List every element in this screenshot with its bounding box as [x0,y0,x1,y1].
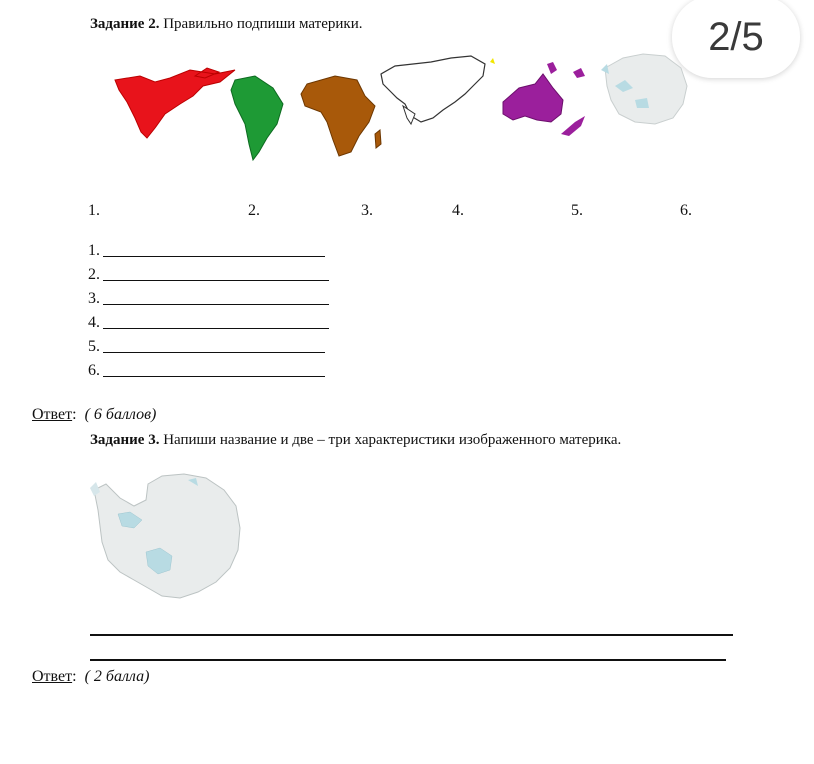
answer-line-3[interactable] [88,288,329,308]
map-number-1: 1. [88,202,100,219]
map-number-3: 3. [361,202,373,219]
antarctica-map [605,54,687,124]
task-3-title [90,432,621,449]
answer-line-4-number: 4. [88,314,100,331]
page-indicator-text: 2/5 [708,14,764,59]
answer-line-1-number: 1. [88,242,100,259]
map-number-6: 6. [680,202,692,219]
answer-2-colon: : [72,406,77,423]
answer-3-points: ( 2 балла) [84,668,150,685]
answer-line-3-blank [103,304,329,305]
task-2-label: Задание 2. [90,16,160,32]
eurasia-map [381,56,485,122]
task-3-text: Напиши название и две – три характеристики изображенного материка. [163,432,622,448]
answer-line-6-blank [103,376,325,377]
answer-3-label: Ответ [32,668,73,685]
answer-line-6[interactable] [88,360,325,380]
answer-3-colon: : [72,668,77,685]
answer-2 [32,406,156,424]
task-2-title [90,16,362,33]
answer-line-3-number: 3. [88,290,100,307]
answer-line-4[interactable] [88,312,329,332]
answer-line-6-number: 6. [88,362,100,379]
north-america-map [115,68,235,138]
australia-map [503,74,563,122]
answer-line-4-blank [103,328,329,329]
antarctica-large-map [88,470,248,602]
answer-line-5-number: 5. [88,338,100,355]
answer-line-5-blank [103,352,325,353]
continents-illustration [95,48,695,168]
map-number-2: 2. [248,202,260,219]
answer-line-1[interactable] [88,240,325,260]
task-3-answer-line-2[interactable] [90,659,726,661]
south-america-map [231,76,283,160]
answer-2-points: ( 6 баллов) [84,406,157,423]
task-3-answer-line-1[interactable] [90,634,733,636]
answer-line-5[interactable] [88,336,325,356]
answer-line-2-number: 2. [88,266,100,283]
answer-line-2[interactable] [88,264,329,284]
task-3-label: Задание 3. [90,432,160,448]
answer-2-label: Ответ [32,406,73,423]
map-number-4: 4. [452,202,464,219]
africa-map [301,76,381,156]
task-2-text: Правильно подпиши материки. [163,16,363,32]
map-number-5: 5. [571,202,583,219]
answer-3 [32,668,149,686]
answer-line-2-blank [103,280,329,281]
answer-line-1-blank [103,256,325,257]
